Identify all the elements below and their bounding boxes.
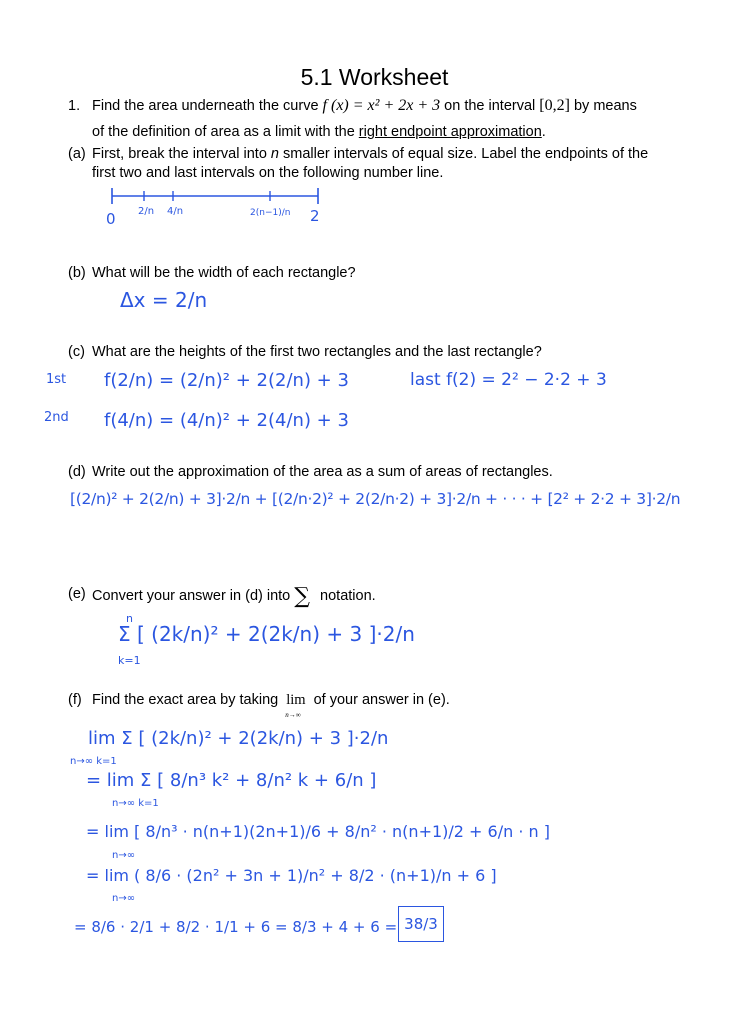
part-b-text: What will be the width of each rectangle? <box>92 265 356 281</box>
final-answer-box: 38/3 <box>398 906 444 942</box>
part-a-line-1 <box>92 144 648 164</box>
q1-function: f (x) = x² + 2x + 3 <box>322 97 441 114</box>
part-e-text-b: notation. <box>320 588 376 604</box>
q1-text-c: by means <box>573 98 637 114</box>
part-c-second-label: 2nd <box>44 410 69 425</box>
part-f-text-b: of your answer in (e). <box>313 692 450 708</box>
part-c-first-label: 1st <box>46 372 67 387</box>
part-f-line-4-sub: n→∞ <box>112 893 136 904</box>
part-e-sum-top: n <box>126 612 133 625</box>
part-f-line-1-sub: n→∞ k=1 <box>70 756 117 767</box>
part-c-text: What are the heights of the first two rectangles and the last rectangle? <box>92 344 542 360</box>
question-line-1 <box>92 96 637 116</box>
part-c-second: f(4/n) = (4/n)² + 2(4/n) + 3 <box>104 410 349 431</box>
part-b-label: (b) <box>68 265 86 281</box>
part-a-line-2: first two and last intervals on the following number line. <box>92 165 444 181</box>
part-f-line-1: lim Σ [ (2k/n)² + 2(2k/n) + 3 ]·2/n <box>88 728 389 749</box>
part-f-line-3: = lim [ 8/n³ · n(n+1)(2n+1)/6 + 8/n² · n(n+1)/2 + 6/n · n ] <box>86 822 550 841</box>
q1-interval: [0,2] <box>539 97 570 114</box>
q1-line2-a: of the definition of area as a limit with the <box>92 124 355 140</box>
part-f-line <box>92 690 450 719</box>
part-e-text-a: Convert your answer in (d) into <box>92 588 291 604</box>
page-title: 5.1 Worksheet <box>300 64 449 90</box>
part-d-label: (d) <box>68 464 86 480</box>
question-line-2 <box>92 122 546 142</box>
part-e-answer: Σ [ (2k/n)² + 2(2k/n) + 3 ]·2/n <box>118 622 415 646</box>
lim-symbol <box>285 690 306 719</box>
part-b-answer: Δx = 2/n <box>120 288 208 312</box>
part-f-line-2: = lim Σ [ 8/n³ k² + 8/n² k + 6/n ] <box>86 770 377 791</box>
part-a-text-2: smaller intervals of equal size. Label the endpoints of the <box>283 146 649 162</box>
q1-text-b: on the interval <box>444 98 536 114</box>
q1-text-a: Find the area underneath the curve <box>92 98 319 114</box>
q1-line2-underlined: right endpoint approximation <box>358 124 542 140</box>
number-line <box>100 186 330 216</box>
part-e-sum-bottom: k=1 <box>118 654 141 667</box>
lim-subscript: n→∞ <box>285 711 301 719</box>
part-d-text: Write out the approximation of the area as a sum of areas of rectangles. <box>92 464 553 480</box>
part-a-label: (a) <box>68 146 86 162</box>
part-f-text-a: Find the exact area by taking <box>92 692 279 708</box>
part-a-n: n <box>270 146 279 162</box>
lim-text: lim <box>286 692 306 708</box>
number-line-label-2: 2 <box>310 207 320 225</box>
question-number: 1. <box>68 98 81 114</box>
part-f-line-3-sub: n→∞ <box>112 850 136 861</box>
part-e-label: (e) <box>68 586 86 602</box>
part-f-label: (f) <box>68 692 82 708</box>
part-d-answer: [(2/n)² + 2(2/n) + 3]·2/n + [(2/n·2)² + 2(2/n·2) + 3]·2/n + · · · + [2² + 2·2 + 3]·2/n <box>70 490 681 508</box>
part-c-label: (c) <box>68 344 85 360</box>
part-e-line <box>92 584 376 609</box>
number-line-label-2n-1: 2(n−1)/n <box>250 208 291 218</box>
part-a-text-1: First, break the interval into <box>92 146 267 162</box>
part-f-line-2-sub: n→∞ k=1 <box>112 798 159 809</box>
part-c-first: f(2/n) = (2/n)² + 2(2/n) + 3 <box>104 370 349 391</box>
sigma-symbol: ∑ <box>294 584 310 609</box>
q1-line2-b: . <box>541 124 546 140</box>
part-f-line-4: = lim ( 8/6 · (2n² + 3n + 1)/n² + 8/2 · (n+1)/n + 6 ] <box>86 866 497 885</box>
number-line-label-4n: 4/n <box>167 206 184 217</box>
part-f-line-5: = 8/6 · 2/1 + 8/2 · 1/1 + 6 = 8/3 + 4 + 6 = <box>74 918 398 936</box>
number-line-label-0: 0 <box>106 210 116 228</box>
part-c-last: last f(2) = 2² − 2·2 + 3 <box>410 370 607 390</box>
number-line-label-2n: 2/n <box>138 206 155 217</box>
